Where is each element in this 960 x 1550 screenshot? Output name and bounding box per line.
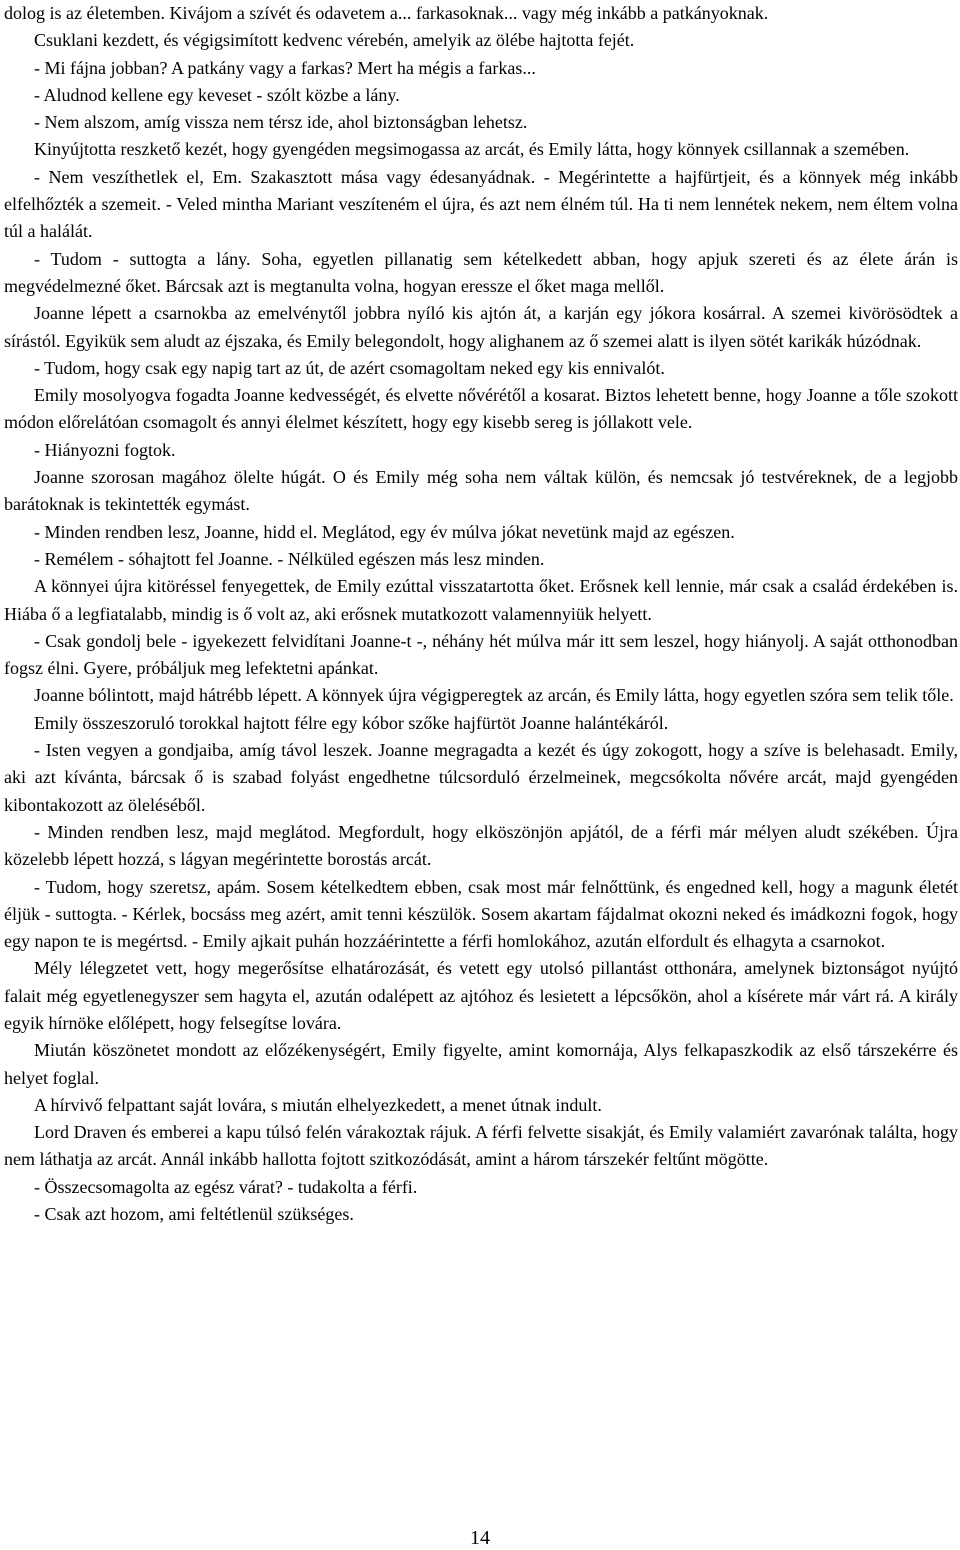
paragraph-15: A könnyei újra kitöréssel fenyegettek, de Emily ezúttal visszatartotta őket. Erősnek kell lennie, már csak a család érdekében is. Hiába ő a legfiatalabb, mindig is ő volt az, aki erősnek mutatkozott valamennyiük helyett. bbox=[4, 576, 958, 624]
paragraph-11: - Hiányozni fogtok. bbox=[34, 439, 176, 460]
paragraph-4: - Nem alszom, amíg vissza nem térsz ide, ahol biztonságban lehetsz. bbox=[34, 112, 528, 133]
paragraph-25: Lord Draven és emberei a kapu túlsó felén várakoztak rájuk. A férfi felvette sisakját, és Emily valamiért zavarónak találta, hogy nem láthatja az arcát. Annál inkább hallotta fojtott szitkozódását, amint a három társzekér feltűnt mögötte. bbox=[4, 1122, 958, 1170]
paragraph-22: Mély lélegzetet vett, hogy megerősítse elhatározását, és vetett egy utolsó pillantást otthonára, amelynek biztonságot nyújtó falait még egyetlenegyszer sem hagyta el, azután odalépett az ajtóhoz és lesietett a lépcsőkön, ahol a kísérete már várt rá. A király egyik hírnöke előlépett, hogy felsegítse lovára. bbox=[4, 958, 958, 1033]
paragraph-10: Emily mosolyogva fogadta Joanne kedvességét, és elvette nővérétől a kosarat. Biztos lehetett benne, hogy Joanne a tőle szokott módon előrelátóan csomagolt és annyi élelmet készített, hogy egy kisebb sereg is jóllakott vele. bbox=[4, 385, 958, 433]
paragraph-6: - Nem veszíthetlek el, Em. Szakasztott mása vagy édesanyádnak. - Megérintette a hajfürtjeit, és a könnyek még inkább elfelhőzték a szemeit. - Veled mintha Mariant veszíteném el újra, és azt nem élném túl. Ha ti nem lennétek nekem, nem éltem volna túl a halálát. bbox=[4, 166, 958, 242]
paragraph-13: - Minden rendben lesz, Joanne, hidd el. Meglátod, egy év múlva jókat nevetünk majd az egészen. bbox=[34, 521, 735, 542]
paragraph-27: - Csak azt hozom, ami feltétlenül szükséges. bbox=[34, 1204, 354, 1225]
paragraph-16: - Csak gondolj bele - igyekezett felvidítani Joanne-t -, néhány hét múlva már itt sem leszel, hogy hiányolj. A saját otthonodban fogsz élni. Gyere, próbáljuk meg lefektetni apánkat. bbox=[4, 630, 958, 679]
document-body bbox=[4, 0, 958, 1228]
paragraph-3: - Aludnod kellene egy keveset - szólt közbe a lány. bbox=[34, 84, 400, 105]
paragraph-7: - Tudom - suttogta a lány. Soha, egyetlen pillanatig sem kételkedett abban, hogy apjuk szereti és az élete árán is megvédelmezné őket. Bárcsak azt is megtanulta volna, hogyan eressze el őket maga mellől. bbox=[4, 248, 958, 296]
paragraph-5: Kinyújtotta reszkető kezét, hogy gyengéden megsimogassa az arcát, és Emily látta, hogy könnyek csillannak a szemében. bbox=[34, 139, 910, 160]
paragraph-0: dolog is az életemben. Kivájom a szívét és odavetem a... farkasoknak... vagy még inkább a patkányoknak. bbox=[4, 3, 769, 23]
paragraph-14: - Remélem - sóhajtott fel Joanne. - Nélküled egészen más lesz minden. bbox=[34, 548, 545, 569]
paragraph-8: Joanne lépett a csarnokba az emelvénytől jobbra nyíló kis ajtón át, a karján egy jókora kosárral. A szemei kivörösödtek a sírástól. Egyikük sem aludt az éjszaka, és Emily belegondolt, hogy alighanem az ő szemei alatt is ilyen sötét karikák húzódnak. bbox=[4, 303, 958, 351]
paragraph-20: - Minden rendben lesz, majd meglátod. Megfordult, hogy elköszönjön apjától, de a férfi már mélyen aludt székében. Újra közelebb lépett hozzá, s lágyan megérintette borostás arcát. bbox=[4, 821, 958, 870]
paragraph-2: - Mi fájna jobban? A patkány vagy a farkas? Mert ha mégis a farkas... bbox=[34, 57, 536, 78]
paragraph-21: - Tudom, hogy szeretsz, apám. Sosem kételkedtem ebben, csak most már felnőttünk, és engedned kell, hogy a magunk életét éljük - suttogta. - Kérlek, bocsáss meg azért, amit tenni készülök. Sosem akartam fájdalmat okozni neked és imádkozni fogok, hogy egy napon te is megértsd. - Emily ajkait puhán hozzáérintette a férfi homlokához, azután elfordult és elhagyta a csarnokot. bbox=[4, 876, 958, 952]
page-number: 14 bbox=[470, 1527, 490, 1549]
paragraph-17: Joanne bólintott, majd hátrébb lépett. A könnyek újra végigperegtek az arcán, és Emily látta, hogy egyetlen szóra sem telik tőle. bbox=[34, 685, 954, 706]
paragraph-12: Joanne szorosan magához ölelte húgát. O és Emily még soha nem váltak külön, és nemcsak jó testvéreknek, de a legjobb barátoknak is tekintették egymást. bbox=[4, 467, 958, 515]
paragraph-24: A hírvivő felpattant saját lovára, s miután elhelyezkedett, a menet útnak indult. bbox=[34, 1094, 602, 1115]
paragraph-18: Emily összeszoruló torokkal hajtott félre egy kóbor szőke hajfürtöt Joanne halántékáról. bbox=[34, 712, 669, 733]
paragraph-23: Miután köszönetet mondott az előzékenységért, Emily figyelte, amint komornája, Alys felkapaszkodik az első társzekérre és helyet foglal. bbox=[4, 1040, 958, 1088]
paragraph-1: Csuklani kezdett, és végigsimított kedvenc vérebén, amelyik az ölébe hajtotta fejét. bbox=[34, 30, 635, 51]
paragraph-26: - Összecsomagolta az egész várat? - tudakolta a férfi. bbox=[34, 1176, 418, 1197]
paragraph-19: - Isten vegyen a gondjaiba, amíg távol leszek. Joanne megragadta a kezét és úgy zokogott, hogy a szíve is belehasadt. Emily, aki azt kívánta, bárcsak ő is szabad folyást engedhetne túlcsorduló érzelmeinek, megcsókolta nővére arcát, majd gyengéden kibontakozott az öleléséből. bbox=[4, 740, 958, 815]
paragraph-9: - Tudom, hogy csak egy napig tart az út, de azért csomagoltam neked egy kis ennivalót. bbox=[34, 357, 665, 378]
